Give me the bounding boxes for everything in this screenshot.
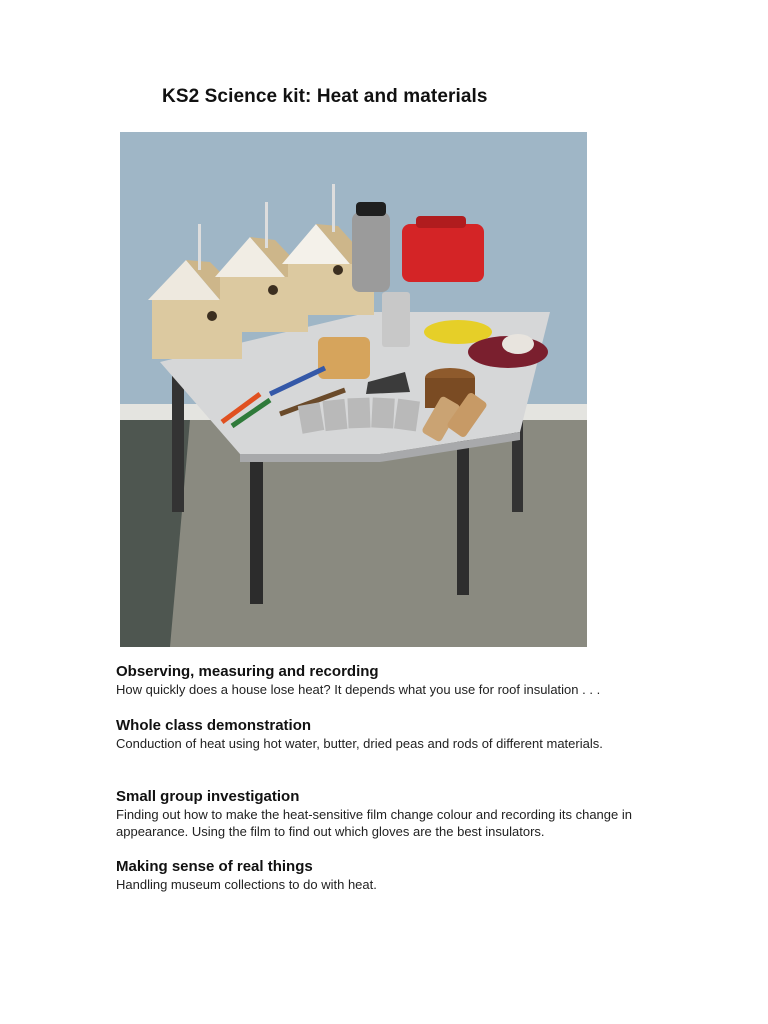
section-heading: Small group investigation bbox=[116, 788, 300, 805]
section-heading: Making sense of real things bbox=[116, 858, 313, 875]
section-demonstration bbox=[116, 716, 676, 752]
page-title: KS2 Science kit: Heat and materials bbox=[162, 86, 488, 107]
section-heading: Whole class demonstration bbox=[116, 717, 312, 734]
section-investigation bbox=[116, 787, 676, 840]
science-kit-photo bbox=[120, 132, 587, 647]
section-observing bbox=[116, 662, 676, 698]
section-text: Conduction of heat using hot water, butter, dried peas and rods of different materials. bbox=[116, 736, 603, 751]
section-real-things bbox=[116, 857, 676, 893]
section-text: How quickly does a house lose heat? It depends what you use for roof insulation . . . bbox=[116, 682, 601, 697]
section-heading: Observing, measuring and recording bbox=[116, 663, 379, 680]
section-text: Handling museum collections to do with heat. bbox=[116, 877, 377, 892]
section-text: Finding out how to make the heat-sensitive film change colour and recording its change in appearance. Using the film to find out which gloves are the best insulators. bbox=[116, 807, 632, 839]
